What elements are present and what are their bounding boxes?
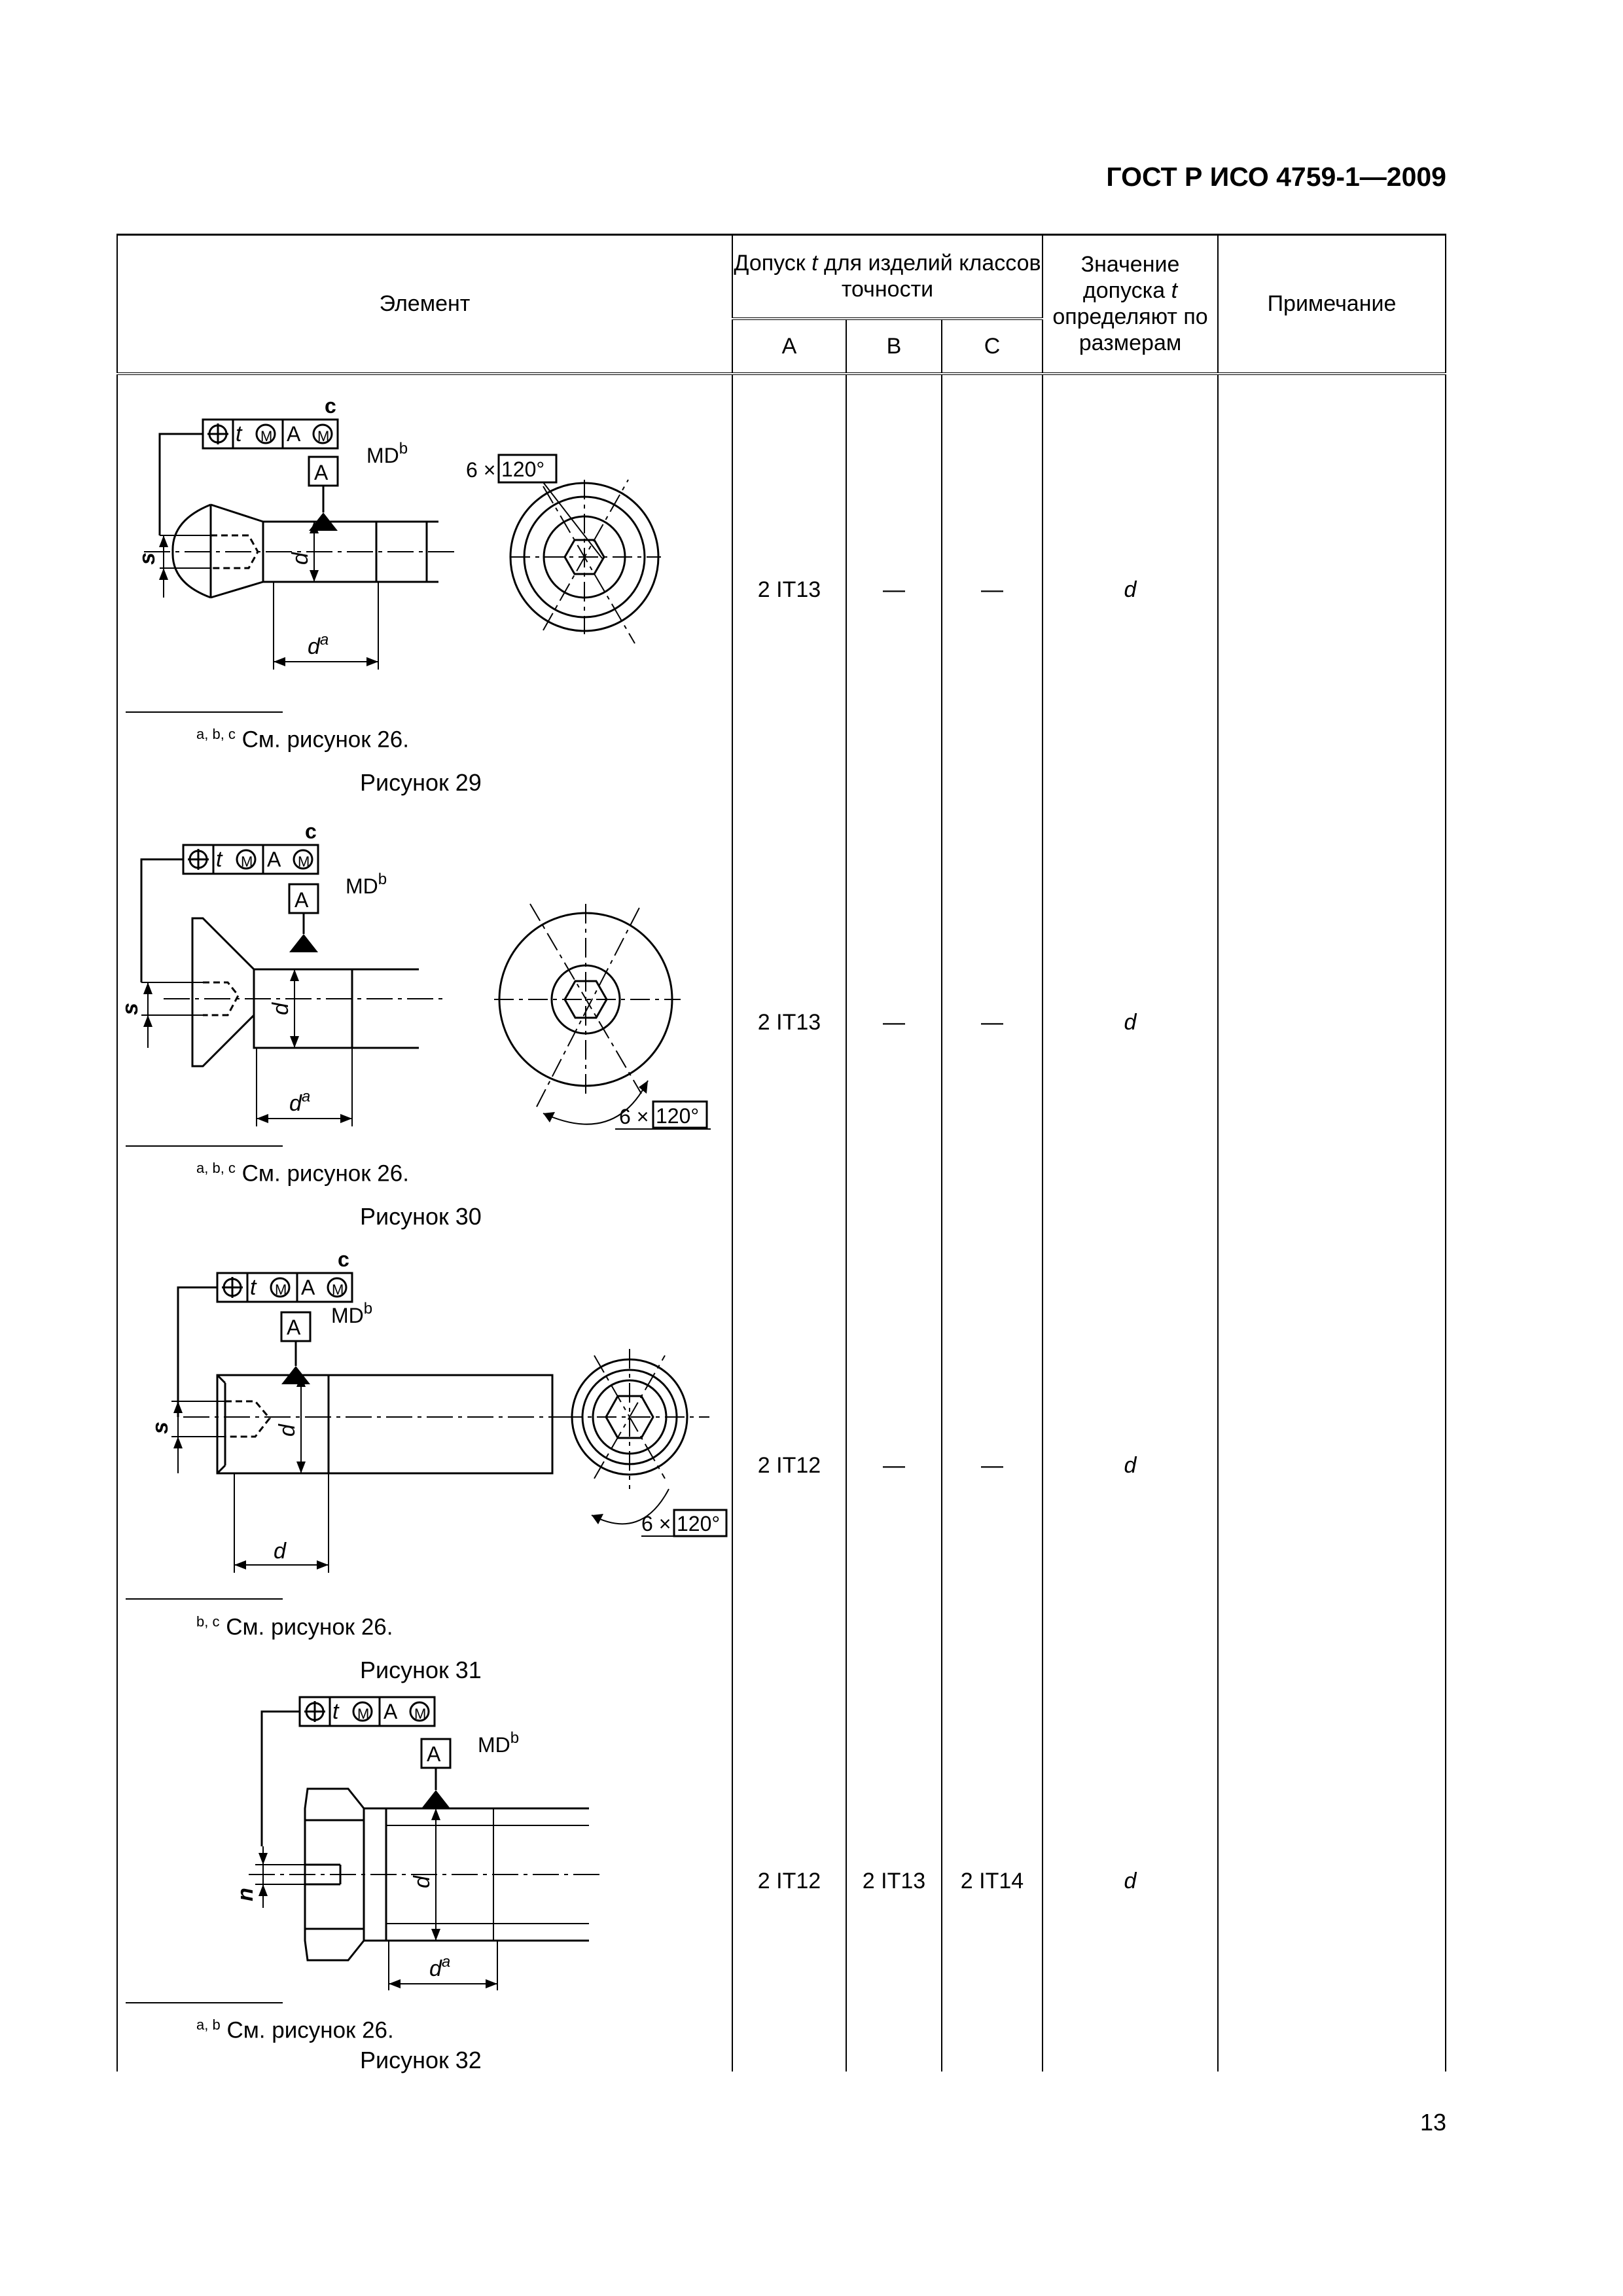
tolerance-c-cell: — <box>942 1240 1043 1692</box>
figure-caption: Рисунок 29 <box>360 768 482 796</box>
determined-by-cell: d <box>1043 1240 1218 1692</box>
figure-cell-30 <box>117 806 732 1240</box>
note-cell <box>1218 1692 1446 2072</box>
angle-value-label: 120° <box>501 457 545 481</box>
header-class-c: C <box>942 319 1043 374</box>
document-header: ГОСТ Р ИСО 4759-1—2009 <box>1106 162 1446 192</box>
md-label: $MD^b$ <box>331 1299 373 1327</box>
d-label: d <box>410 1875 435 1888</box>
footnote-rule <box>126 1145 283 1147</box>
header-note: Примечание <box>1218 235 1446 374</box>
angle-value-label: 120° <box>677 1511 721 1535</box>
datum-label: A <box>294 888 309 912</box>
frame-t-label: t <box>332 1698 339 1724</box>
table-row <box>117 1692 1446 2072</box>
md-label: $MD^b$ <box>366 439 408 467</box>
frame-t-label: t <box>216 846 223 872</box>
figure-caption: Рисунок 32 <box>360 2046 482 2073</box>
frame-m-label: M <box>332 1281 344 1298</box>
s-label: s <box>135 552 160 565</box>
datum-label: A <box>287 1315 301 1339</box>
table-row <box>117 806 1446 1240</box>
tolerance-a-cell: 2 IT13 <box>732 806 846 1240</box>
tolerance-b-cell: — <box>846 1240 942 1692</box>
header-tolerance: Допуск t для изделий классов точности <box>732 235 1043 319</box>
page-number: 13 <box>1419 2109 1446 2136</box>
da-label: $d^a$ <box>308 630 329 659</box>
figure-32-drawing <box>118 1692 730 2072</box>
table-row <box>117 1240 1446 1692</box>
angle-prefix-label: 6 × <box>466 457 496 482</box>
note-cell <box>1218 806 1446 1240</box>
tolerance-a-cell: 2 IT12 <box>732 1240 846 1692</box>
tolerance-c-cell: — <box>942 374 1043 806</box>
footnote: $^{b, c}$ См. рисунок 26. <box>196 1613 393 1640</box>
header-element: Элемент <box>117 235 732 374</box>
tolerance-c-cell: — <box>942 806 1043 1240</box>
c-label: c <box>338 1247 349 1271</box>
s-label: s <box>118 1002 143 1015</box>
da-label: $d^a$ <box>429 1952 451 1981</box>
d-label: d <box>268 1002 293 1015</box>
frame-t-label: t <box>250 1274 257 1300</box>
tolerance-b-cell: 2 IT13 <box>846 1692 942 2072</box>
tolerance-a-cell: 2 IT12 <box>732 1692 846 2072</box>
n-label: n <box>233 1887 258 1901</box>
frame-m-label: M <box>414 1705 427 1722</box>
d-label: d <box>274 1538 286 1564</box>
tolerance-b-cell: — <box>846 806 942 1240</box>
table-row <box>117 374 1446 806</box>
d-label: d <box>275 1424 300 1437</box>
d-label: d <box>288 552 313 565</box>
frame-datum-label: A <box>301 1275 315 1299</box>
determined-by-cell: d <box>1043 374 1218 806</box>
datum-label: A <box>427 1742 441 1766</box>
footnote: $^{a, b}$ См. рисунок 26. <box>196 2016 394 2043</box>
frame-m-label: M <box>260 427 273 444</box>
tolerance-table <box>116 234 1446 2072</box>
frame-datum-label: A <box>383 1699 398 1723</box>
footnote: $^{a, b, c}$ См. рисунок 26. <box>196 725 409 753</box>
figure-cell-29 <box>117 374 732 806</box>
md-label: $MD^b$ <box>478 1729 520 1757</box>
md-label: $MD^b$ <box>346 870 387 898</box>
footnote-rule <box>126 2002 283 2003</box>
figure-cell-31 <box>117 1240 732 1692</box>
tolerance-c-cell: 2 IT14 <box>942 1692 1043 2072</box>
determined-by-cell: d <box>1043 806 1218 1240</box>
angle-value-label: 120° <box>656 1103 700 1128</box>
tolerance-a-cell: 2 IT13 <box>732 374 846 806</box>
footnote-rule <box>126 1598 283 1600</box>
header-class-a: A <box>732 319 846 374</box>
frame-datum-label: A <box>267 847 281 871</box>
frame-m-label: M <box>298 853 310 870</box>
angle-prefix-label: 6 × <box>619 1104 649 1128</box>
header-value-determined-by: Значение допуска t определяют по размерам <box>1043 235 1218 374</box>
s-label: s <box>148 1421 173 1434</box>
determined-by-cell: d <box>1043 1692 1218 2072</box>
header-class-b: B <box>846 319 942 374</box>
frame-t-label: t <box>236 421 242 446</box>
figure-caption: Рисунок 30 <box>360 1202 482 1230</box>
figure-caption: Рисунок 31 <box>360 1656 482 1683</box>
datum-label: A <box>314 460 329 484</box>
figure-cell-32 <box>117 1692 732 2072</box>
frame-datum-label: A <box>287 422 301 446</box>
footnote-rule <box>126 711 283 713</box>
angle-prefix-label: 6 × <box>641 1511 671 1535</box>
c-label: c <box>305 819 317 843</box>
footnote: $^{a, b, c}$ См. рисунок 26. <box>196 1159 409 1187</box>
tolerance-b-cell: — <box>846 374 942 806</box>
note-cell <box>1218 1240 1446 1692</box>
note-cell <box>1218 374 1446 806</box>
frame-m-label: M <box>275 1281 287 1298</box>
frame-m-label: M <box>317 427 330 444</box>
da-label: $d^a$ <box>289 1087 311 1116</box>
frame-m-label: M <box>241 853 253 870</box>
frame-m-label: M <box>357 1705 370 1722</box>
c-label: c <box>325 393 336 418</box>
